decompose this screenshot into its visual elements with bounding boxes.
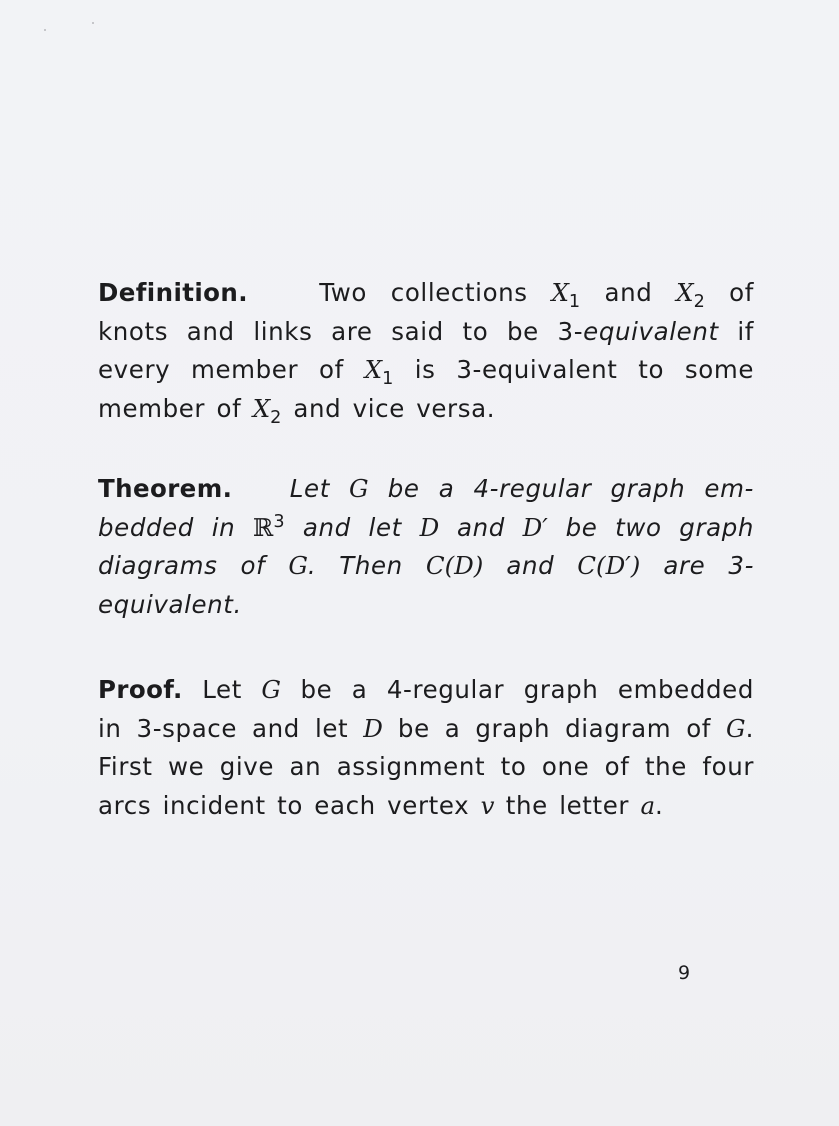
scan-speck: [44, 29, 46, 31]
text: if: [718, 316, 755, 346]
text: and vice versa.: [281, 393, 496, 423]
superscript: 3: [273, 511, 286, 532]
subscript: 1: [568, 291, 581, 312]
definition-block: [98, 274, 754, 428]
theorem-line-2: [98, 509, 754, 548]
math-a: a: [640, 790, 656, 820]
text: .: [655, 790, 664, 820]
text: and: [439, 512, 523, 542]
page-number: 9: [678, 962, 691, 984]
text: and: [580, 278, 677, 307]
theorem-line-4: equivalent.: [98, 589, 242, 619]
math-x: X: [551, 278, 569, 307]
proof-line-4: [98, 787, 754, 826]
text: and: [483, 551, 578, 580]
proof-line-3: First we give an assignment to one of the four: [98, 752, 754, 781]
math-g: G: [288, 551, 308, 580]
math-g: G: [726, 713, 746, 743]
definition-line-3: [98, 351, 754, 390]
text: diagrams of: [98, 551, 289, 580]
subscript: 1: [382, 368, 394, 389]
math-x: X: [364, 355, 383, 384]
theorem-heading: Theorem.: [98, 474, 233, 503]
text: be a graph diagram of: [382, 713, 727, 743]
text: be a 4-regular graph embedded: [280, 675, 754, 704]
text: Let: [289, 474, 350, 503]
text: .: [745, 713, 754, 743]
theorem-block: [98, 470, 754, 624]
math-d: D: [363, 713, 383, 743]
text: Let: [202, 675, 262, 704]
definition-heading: Definition.: [98, 278, 248, 307]
math-v: v: [480, 790, 495, 820]
math-x: X: [252, 393, 271, 423]
subscript: 2: [270, 407, 282, 428]
math-g: G: [261, 675, 281, 704]
math-d-prime: D′: [522, 512, 548, 542]
definition-line-4: [98, 390, 754, 429]
math-c-of-d: C(D): [425, 551, 484, 580]
math-x: X: [676, 278, 694, 307]
proof-line-1: [98, 671, 754, 710]
text: be two graph: [547, 512, 755, 542]
text: every member of: [98, 355, 365, 384]
text: member of: [98, 393, 253, 423]
proof-heading: Proof.: [98, 675, 183, 704]
text: be a 4-regular graph em-: [368, 474, 754, 503]
text: Two collections: [319, 278, 552, 307]
text: bedded in: [98, 512, 253, 542]
text: are 3-: [640, 551, 755, 580]
text: and let: [285, 512, 420, 542]
text: . Then: [307, 551, 426, 580]
math-c-of-d-prime: C(D′): [577, 551, 641, 580]
subscript: 2: [693, 291, 706, 312]
definition-line-2: [98, 313, 754, 352]
definition-line-1: [98, 274, 754, 313]
math-d: D: [419, 512, 440, 542]
text: arcs incident to each vertex: [98, 790, 481, 820]
proof-line-2: [98, 710, 754, 749]
text: the letter: [494, 790, 641, 820]
text: is 3-equivalent to some: [393, 355, 754, 384]
theorem-line-3: [98, 547, 754, 586]
proof-block: [98, 671, 754, 825]
text: in 3-space and let: [98, 713, 364, 743]
text: of: [705, 278, 754, 307]
text: knots and links are said to be 3-: [98, 316, 584, 346]
theorem-line-1: [98, 470, 754, 509]
emphasis: equivalent: [583, 316, 719, 346]
math-g: G: [349, 474, 369, 503]
scan-speck: [92, 22, 94, 24]
math-reals: ℝ: [252, 512, 274, 542]
